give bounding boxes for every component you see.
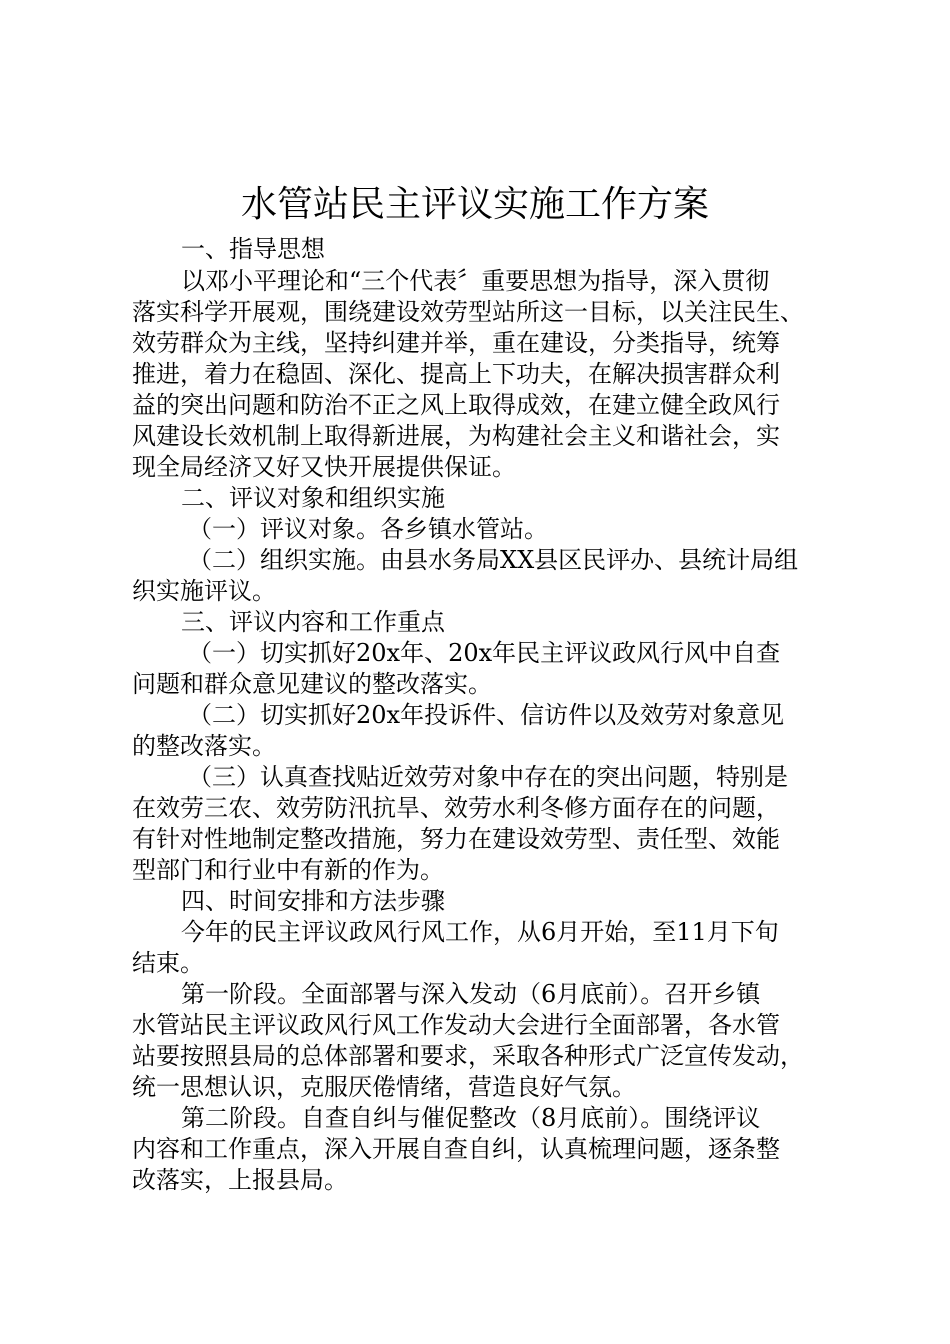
paragraph-line: （一）切实抓好20x年、20x年民主评议政风行风中自查 bbox=[188, 639, 781, 667]
paragraph-line: 内容和工作重点，深入开展自查自纠，认真梳理问题，逐条整 bbox=[132, 1135, 780, 1163]
paragraph-line: 站要按照县局的总体部署和要求，采取各种形式广泛宣传发动， bbox=[132, 1042, 804, 1070]
paragraph-line: 改落实，上报县局。 bbox=[132, 1166, 348, 1194]
heading-1: 一、指导思想 bbox=[181, 235, 325, 263]
paragraph-line: 效劳群众为主线，坚持纠建并举，重在建设，分类指导，统筹 bbox=[132, 329, 780, 357]
paragraph-line: 推进，着力在稳固、深化、提高上下功夫，在解决损害群众利 bbox=[132, 360, 780, 388]
heading-4: 四、时间安排和方法步骤 bbox=[181, 887, 445, 915]
paragraph-line: 问题和群众意见建议的整改落实。 bbox=[132, 670, 492, 698]
paragraph-line: 有针对性地制定整改措施，努力在建设效劳型、责任型、效能 bbox=[132, 825, 780, 853]
paragraph-line: 风建设长效机制上取得新进展，为构建社会主义和谐社会，实 bbox=[132, 422, 780, 450]
paragraph-line: （三）认真查找贴近效劳对象中存在的突出问题，特别是 bbox=[188, 763, 788, 791]
paragraph-line: 在效劳三农、效劳防汛抗旱、效劳水利冬修方面存在的问题， bbox=[132, 794, 780, 822]
paragraph-line: 水管站民主评议政风行风工作发动大会进行全面部署，各水管 bbox=[132, 1011, 780, 1039]
paragraph-line: 第二阶段。自查自纠与催促整改（8月底前）。围绕评议 bbox=[181, 1104, 761, 1132]
paragraph-line: 型部门和行业中有新的作为。 bbox=[132, 856, 444, 884]
heading-3: 三、评议内容和工作重点 bbox=[181, 608, 445, 636]
document-title: 水管站民主评议实施工作方案 bbox=[240, 184, 709, 225]
paragraph-line: 今年的民主评议政风行风工作，从6月开始，至11月下旬 bbox=[181, 918, 779, 946]
paragraph-line: 第一阶段。全面部署与深入发动（6月底前）。召开乡镇 bbox=[181, 980, 761, 1008]
paragraph-line: （二）切实抓好20x年投诉件、信访件以及效劳对象意见 bbox=[188, 701, 785, 729]
paragraph-line: 以邓小平理论和“三个代表〞重要思想为指导，深入贯彻 bbox=[181, 267, 770, 295]
paragraph-line: 结束。 bbox=[132, 949, 204, 977]
paragraph-line: （一）评议对象。各乡镇水管站。 bbox=[188, 515, 548, 543]
paragraph-line: 织实施评议。 bbox=[132, 577, 276, 605]
paragraph-line: 落实科学开展观，围绕建设效劳型站所这一目标，以关注民生、 bbox=[132, 298, 804, 326]
heading-2: 二、评议对象和组织实施 bbox=[181, 484, 445, 512]
paragraph-line: 益的突出问题和防治不正之风上取得成效，在建立健全政风行 bbox=[132, 391, 780, 419]
paragraph-line: 的整改落实。 bbox=[132, 732, 276, 760]
paragraph-line: 统一思想认识，克服厌倦情绪，营造良好气氛。 bbox=[132, 1073, 636, 1101]
paragraph-line: 现全局经济又好又快开展提供保证。 bbox=[132, 453, 516, 481]
paragraph-line: （二）组织实施。由县水务局XX县区民评办、县统计局组 bbox=[188, 546, 799, 574]
